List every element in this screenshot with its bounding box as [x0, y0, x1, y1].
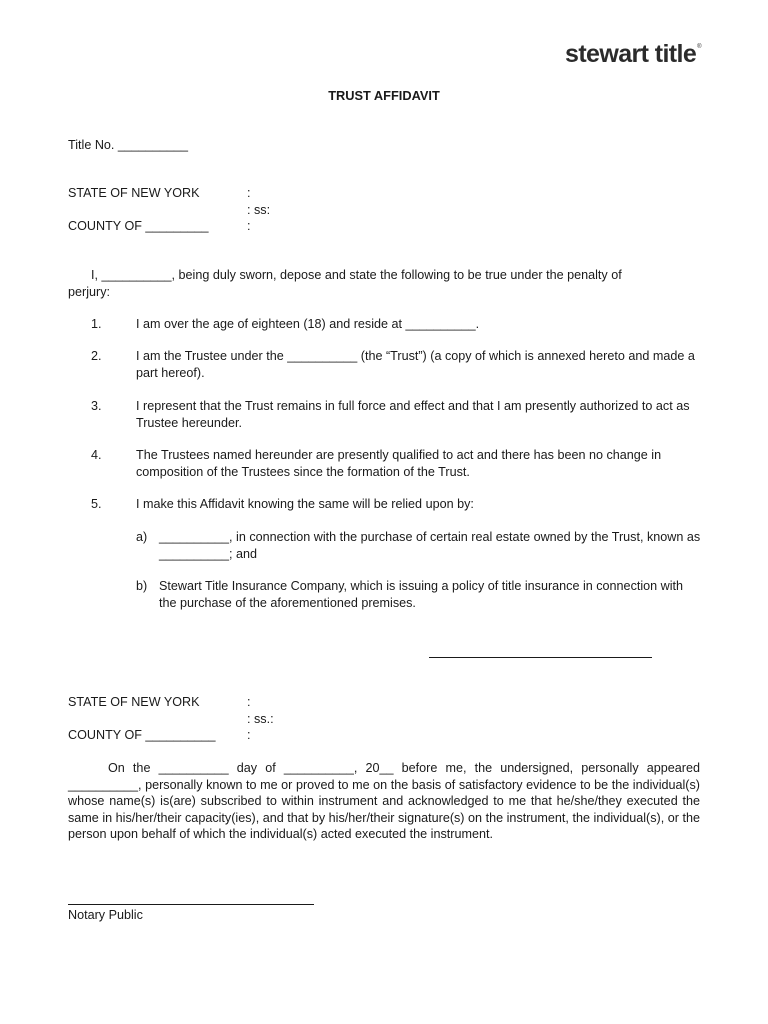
item-number-5: 5.: [91, 497, 102, 511]
intro-line-1: I, __________, being duly sworn, depose and state the following to be true under the penalty of: [91, 268, 622, 282]
subitem-label-a: a): [136, 530, 148, 544]
venue-colon-1a: :: [247, 186, 251, 200]
venue-colon-2a: :: [247, 695, 251, 709]
venue-state-1: STATE OF NEW YORK: [68, 186, 200, 200]
intro-line-2: perjury:: [68, 285, 110, 299]
venue-county-1: COUNTY OF _________: [68, 219, 209, 233]
item-number-2: 2.: [91, 349, 102, 363]
affiant-signature-line: [429, 657, 652, 658]
subitem-text-a: __________, in connection with the purchase of certain real estate owned by the Trust, known as __________; and: [159, 530, 701, 561]
item-number-3: 3.: [91, 399, 102, 413]
venue-ss-1: : ss:: [247, 203, 271, 217]
item-text-1: I am over the age of eighteen (18) and reside at __________.: [136, 317, 480, 331]
item-text-5: I make this Affidavit knowing the same will be relied upon by:: [136, 497, 474, 511]
title-number: Title No. __________: [68, 138, 188, 152]
venue-county-2: COUNTY OF __________: [68, 728, 216, 742]
item-text-2: I am the Trustee under the __________ (the “Trust”) (a copy of which is annexed hereto and made a part hereof).: [136, 349, 695, 380]
item-text-4: The Trustees named hereunder are presently qualified to act and there has been no change in composition of the Trustees since the formation of the Trust.: [136, 448, 662, 479]
venue-colon-2c: :: [247, 728, 251, 742]
notary-signature-line: [68, 904, 314, 905]
stewart-title-logo: stewart title®: [565, 40, 701, 68]
notary-public-label: Notary Public: [68, 908, 143, 922]
notary-acknowledgment: On the __________ day of __________, 20__ before me, the undersigned, personally appeared __________, personally known to me or proved to me on the basis of satisfactory evidence to be the individual(s) whose name(s) is(are) subscribed to within instrument and acknowledged to me that he/she/they executed the same in his/her/their capacity(ies), and that by his/her/their signature(s) on the instrument, the individual(s), or the person upon behalf of which the individual(s) acted executed the instrument.: [68, 761, 700, 841]
item-number-1: 1.: [91, 317, 102, 331]
venue-colon-1c: :: [247, 219, 251, 233]
item-text-3: I represent that the Trust remains in full force and effect and that I am presently authorized to act as Trustee hereunder.: [136, 399, 690, 430]
item-number-4: 4.: [91, 448, 102, 462]
subitem-label-b: b): [136, 579, 148, 593]
subitem-text-b: Stewart Title Insurance Company, which is issuing a policy of title insurance in connection with the purchase of the aforementioned premises.: [159, 579, 684, 610]
venue-state-2: STATE OF NEW YORK: [68, 695, 200, 709]
venue-ss-2: : ss.:: [247, 712, 274, 726]
document-title: TRUST AFFIDAVIT: [328, 88, 440, 103]
